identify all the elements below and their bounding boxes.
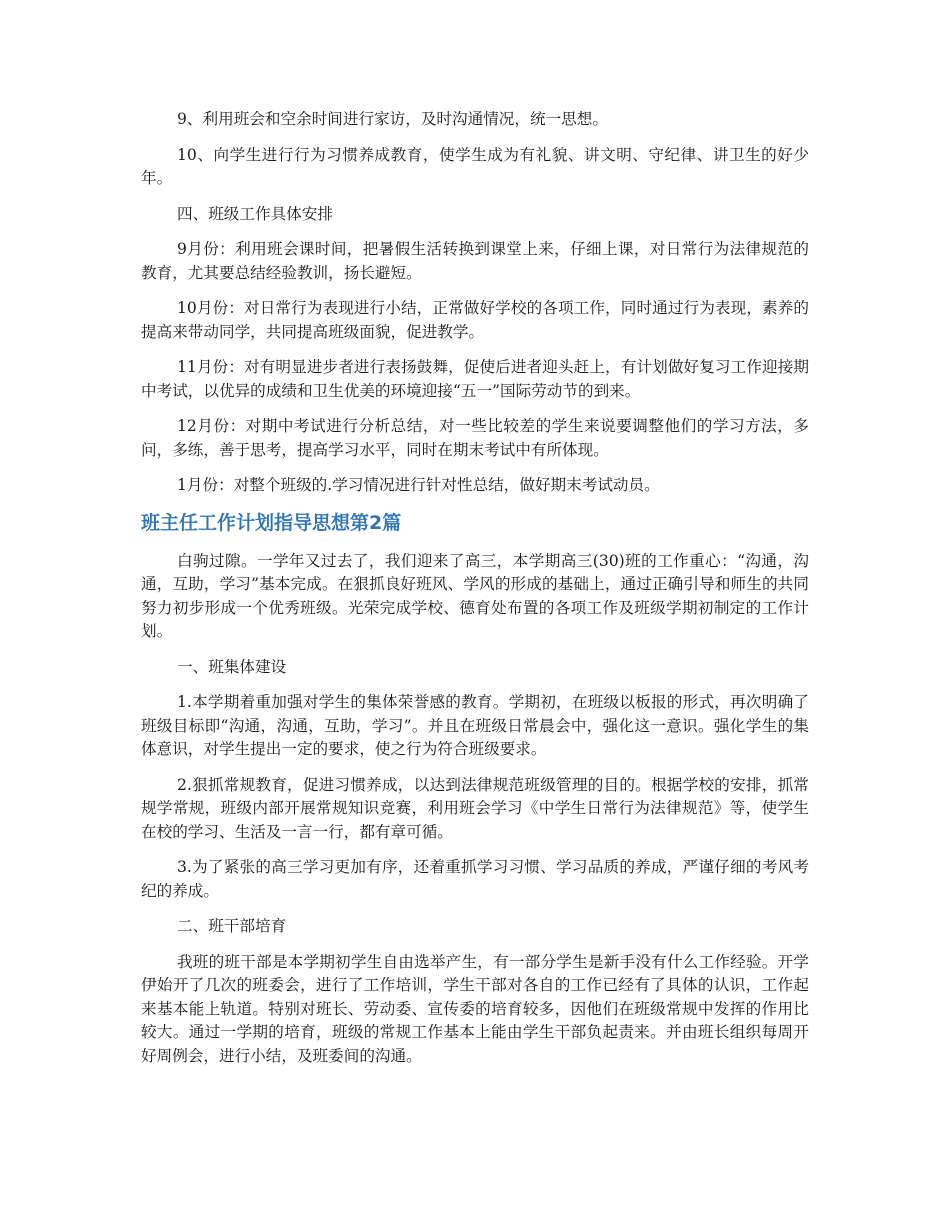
paragraph-november: 11月份：对有明显进步者进行表扬鼓舞，促使后进者迎头赶上，有计划做好复习工作迎接期中考试，以优异的成绩和卫生优美的环境迎接“五一”国际劳动节的到来。 [141,358,809,400]
subheading-class-building: 一、班集体建设 [177,657,287,676]
subheading-cadre-training: 二、班干部培育 [177,917,287,935]
paragraph-point-1: 1.本学期着重加强对学生的集体荣誉感的教育。学期初，在班级以板报的形式，再次明确了班级目标即“沟通，沟通，互助，学习”。并且在班级日常晨会中，强化这一意识。强化学生的集体意识，对学生提出一定的要求，使之行为符合班级要求。 [141,693,809,758]
paragraph-december: 12月份：对期中考试进行分析总结，对一些比较差的学生来说要调整他们的学习方法，多问，多练，善于思考，提高学习水平，同时在期末考试中有所体现。 [141,417,809,459]
paragraph-home-visits: 9、利用班会和空余时间进行家访，及时沟通情况，统一思想。 [177,110,608,128]
paragraph-october: 10月份：对日常行为表现进行小结，正常做好学校的各项工作，同时通过行为表现，素养的提高来带动同学，共同提高班级面貌，促进教学。 [141,299,809,341]
paragraph-september: 9月份：利用班会课时间，把暑假生活转换到课堂上来，仔细上课，对日常行为法律规范的教育，尤其要总结经验教训，扬长避短。 [141,240,809,282]
subheading-class-schedule: 四、班级工作具体安排 [177,204,333,223]
paragraph-point-3: 3.为了紧张的高三学习更加有序，还着重抓学习习惯、学习品质的养成，严谨仔细的考风考纪的养成。 [141,858,809,900]
document-page [141,108,809,1080]
paragraph-cadre-details: 我班的班干部是本学期初学生自由选举产生，有一部分学生是新手没有什么工作经验。开学伊始开了几次的班委会，进行了工作培训，学生干部对各自的工作已经有了具体的认识，工作起来基本能上轨道。特别对班长、劳动委、宣传委的培育较多，因他们在班级常规中发挥的作用比较大。通过一学期的培育，班级的常规工作基本上能由学生干部负起责来。并由班长组织每周开好周例会，进行小结，及班委间的沟通。 [141,952,809,1065]
paragraph-intro: 白驹过隙。一学年又过去了，我们迎来了高三，本学期高三(30)班的工作重心：“沟通，沟通，互助，学习”基本完成。在狠抓良好班风、学风的形成的基础上，通过正确引导和师生的共同努力初步形成一个优秀班级。光荣完成学校、德育处布置的各项工作及班级学期初制定的工作计划。 [141,551,809,640]
paragraph-january: 1月份：对整个班级的.学习情况进行针对性总结，做好期末考试动员。 [177,476,660,494]
paragraph-behavior-education: 10、向学生进行行为习惯养成教育，使学生成为有礼貌、讲文明、守纪律、讲卫生的好少年。 [141,145,809,187]
paragraph-point-2: 2.狠抓常规教育，促进习惯养成，以达到法律规范班级管理的目的。根据学校的安排，抓常规学常规，班级内部开展常规知识竞赛，利用班会学习《中学生日常行为法律规范》等，使学生在校的学习、生活及一言一行，都有章可循。 [141,775,809,841]
section-heading: 班主任工作计划指导思想第2篇 [141,511,402,534]
